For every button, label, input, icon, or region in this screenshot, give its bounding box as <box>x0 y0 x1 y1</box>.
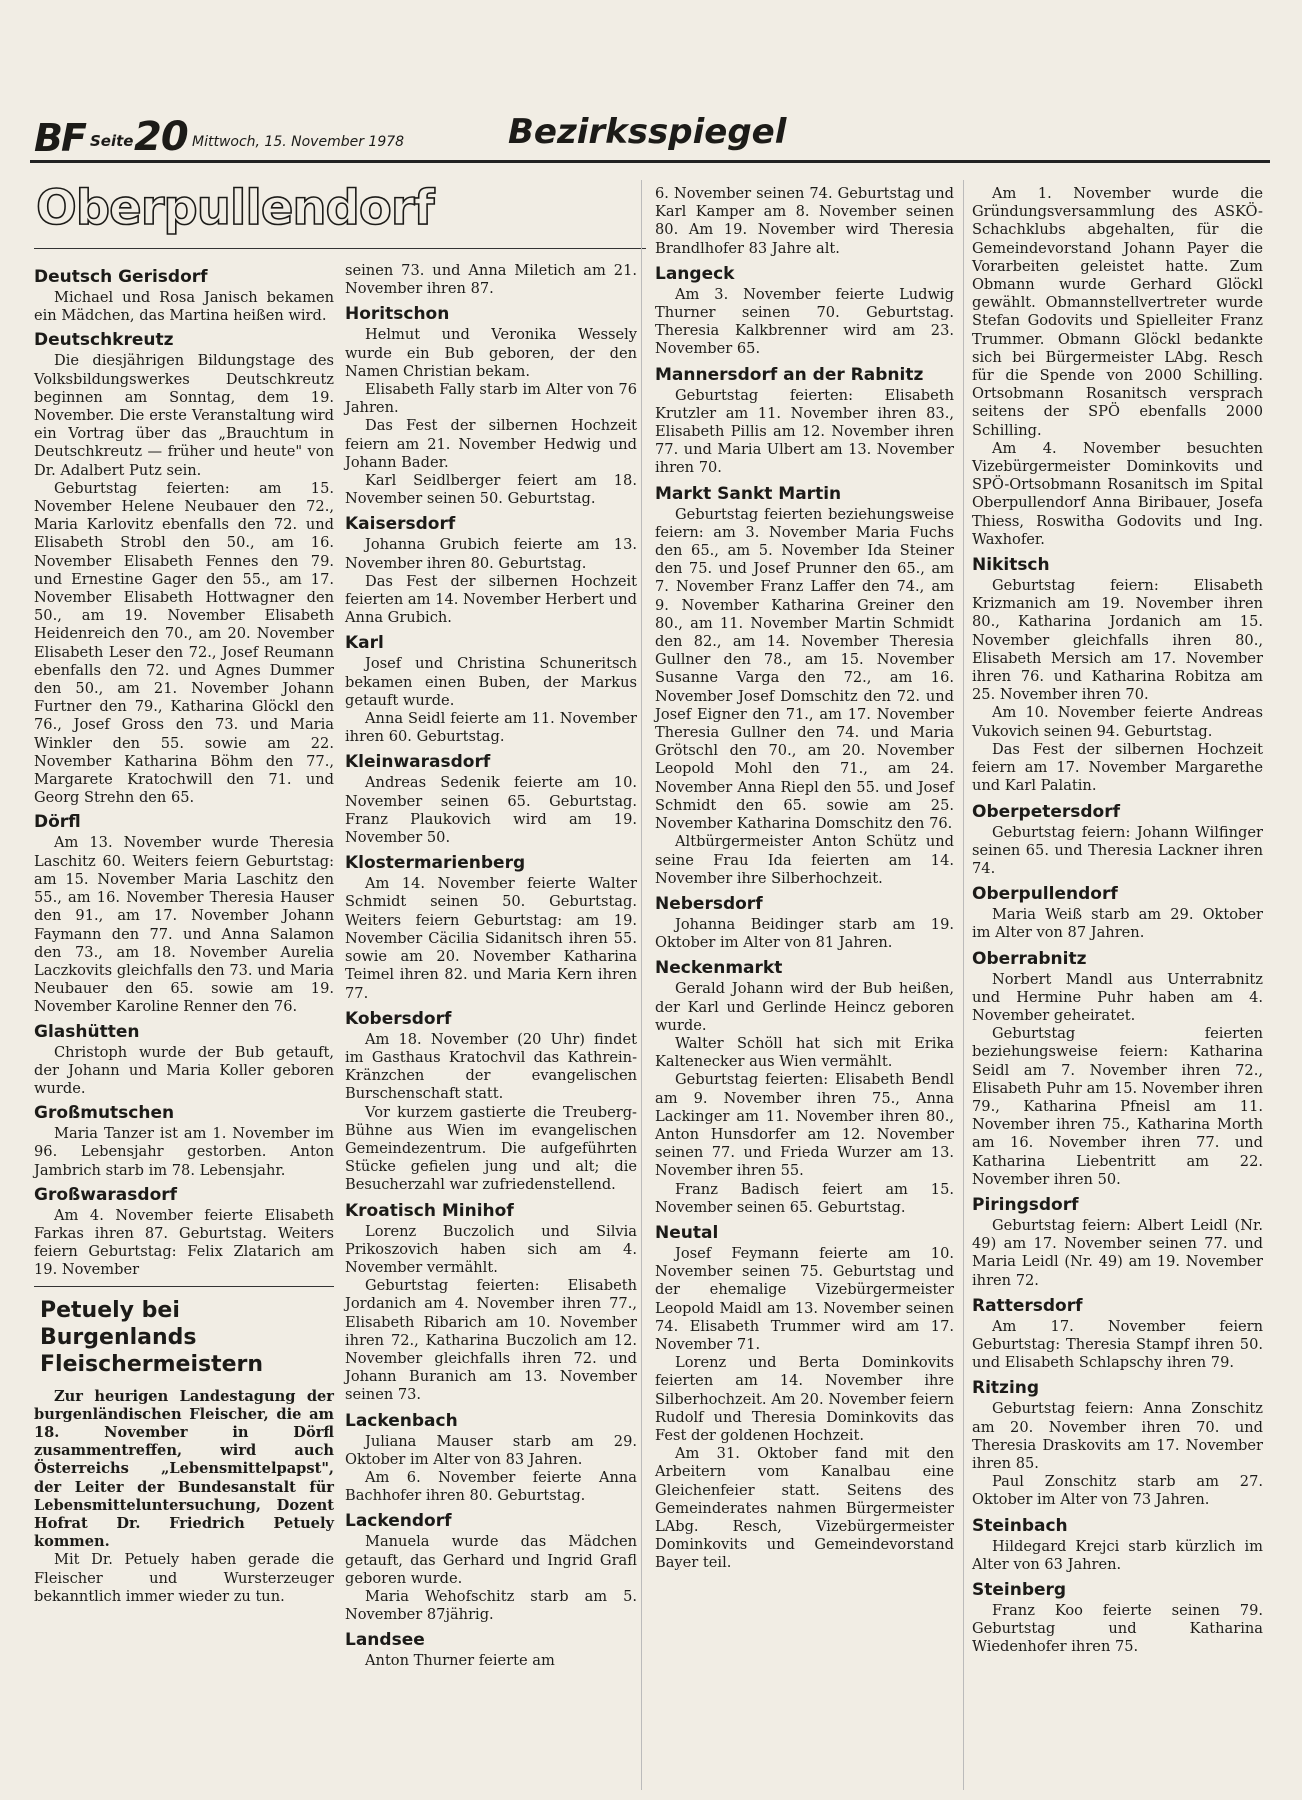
paragraph: Mit Dr. Petuely haben gerade die Fleischer und Wursterzeuger bekanntlich immer wieder zu tun. <box>34 1551 334 1605</box>
locality-heading: Langeck <box>655 263 735 284</box>
column-divider <box>963 180 964 1790</box>
paragraph: Geburtstag feierten beziehungsweise feiern: Katharina Seidl am 7. November ihren 72., Elisabeth Puhr am 15. November ihren 79., Katharina Pfneisl am 11. November ihren 75., Katharina Morth am 16. November ihren 77. und Katharina Liebentritt am 22. November ihren 50. <box>972 1025 1263 1188</box>
paragraph: Juliana Mauser starb am 29. Oktober im Alter von 83 Jahren. <box>345 1432 637 1468</box>
locality-heading: Klostermarienberg <box>345 853 526 874</box>
locality-heading: Großwarasdorf <box>34 1184 178 1205</box>
column-1 <box>34 262 334 1606</box>
locality-heading: Oberpetersdorf <box>972 801 1121 822</box>
locality-heading: Neutal <box>655 1222 719 1243</box>
locality-heading: Großmutschen <box>34 1103 175 1124</box>
paragraph: Karl Seidlberger feiert am 18. November seinen 50. Geburtstag. <box>345 472 637 508</box>
locality-heading: Oberrabnitz <box>972 948 1087 969</box>
paragraph: Josef Feymann feierte am 10. November seinen 75. Geburtstag und der ehemalige Vizebürgermeister Leopold Maidl am 13. November seinen 74. Elisabeth Trummer wird am 17. November 71. <box>655 1244 954 1353</box>
locality-heading: Rattersdorf <box>972 1295 1083 1316</box>
paragraph: Geburtstag feierten: Elisabeth Jordanich am 4. November ihren 77., Elisabeth Ribarich am 10. November ihren 72., Katharina Buczolich am 12. November gleichfalls ihren 72. und Johann Buranich am 13. November seinen 73. <box>345 1277 637 1404</box>
issue-date: Mittwoch, 15. November 1978 <box>192 134 405 150</box>
locality-heading: Kleinwarasdorf <box>345 752 491 773</box>
paragraph: Geburtstag feiern: Anna Zonschitz am 20. November ihren 70. und Theresia Draskovits am 17. November ihren 85. <box>972 1400 1263 1472</box>
paragraph: Christoph wurde der Bub getauft, der Johann und Maria Koller geboren wurde. <box>34 1043 334 1097</box>
locality-heading: Steinberg <box>972 1580 1067 1600</box>
locality-heading: Lackenbach <box>345 1410 458 1431</box>
header-rule <box>30 160 1270 163</box>
paragraph: Geburtstag feierten: am 15. November Helene Neubauer den 72., Maria Karlovitz ebenfalls den 72. und Elisabeth Strobl den 50., am 16. November Elisabeth Fennes den 79. und Ernestine Gager den 55., am 17. November Elisabeth Hottwagner den 50., am 19. November Elisabeth Heidenreich den 70., am 20. November Elisabeth Leser den 72., Josef Reumann ebenfalls den 72. und Agnes Dummer den 50., am 21. November Johann Furtner den 79., Katharina Glöckl den 76., Josef Gross den 73. und Maria Winkler den 55. sowie am 22. November Katharina Böhm den 77., Margarete Kratochwill den 71. und Georg Strehn den 65. <box>34 479 334 807</box>
paragraph: Das Fest der silbernen Hochzeit feierten am 14. November Herbert und Anna Grubich. <box>345 572 637 627</box>
paragraph: Walter Schöll hat sich mit Erika Kaltenecker aus Wien vermählt. <box>655 1034 954 1071</box>
paragraph: Die diesjährigen Bildungstage des Volksbildungswerkes Deutschkreutz beginnen am Sonntag, dem 19. November. Die erste Veranstaltung wird ein Vortrag über das „Brauchtum in Deutschkreutz — früher und heute" von Dr. Adalbert Putz sein. <box>34 352 334 479</box>
paragraph: Am 3. November feierte Ludwig Thurner seinen 70. Geburtstag. Theresia Kalkbrenner wird am 23. November 65. <box>655 285 954 358</box>
paragraph: Geburtstag feiern: Johann Wilfinger seinen 65. und Theresia Lackner ihren 74. <box>972 823 1263 877</box>
paragraph: Das Fest der silbernen Hochzeit feiern am 17. November Margarethe und Karl Palatin. <box>972 740 1263 795</box>
paragraph: Gerald Johann wird der Bub heißen, der Karl und Gerlinde Heincz geboren wurde. <box>655 980 954 1034</box>
paragraph: Elisabeth Fally starb im Alter von 76 Jahren. <box>345 381 637 417</box>
locality-heading: Kobersdorf <box>345 1008 452 1029</box>
page-number: 20 <box>134 114 188 160</box>
region-logo <box>36 180 434 246</box>
paragraph: Am 31. Oktober fand mit den Arbeitern vom Kanalbau eine Gleichenfeier statt. Seitens des Gemeinderates nahmen Bürgermeister LAbg. Resch, Vizebürgermeister Dominkovits und Gemeindevorstand Bayer teil. <box>655 1445 954 1572</box>
paragraph: Das Fest der silbernen Hochzeit feiern am 21. November Hedwig und Johann Bader. <box>345 417 637 471</box>
paragraph: Norbert Mandl aus Unterrabnitz und Hermine Puhr haben am 4. November geheiratet. <box>972 970 1263 1024</box>
paragraph: Vor kurzem gastierte die Treuberg-Bühne aus Wien im evangelischen Gemeindezentrum. Die aufgeführten Stücke gefielen jung und alt; die Besucherzahl war zufriedenstellend. <box>345 1103 637 1194</box>
column-2 <box>345 262 637 1671</box>
section-title: Bezirksspiegel <box>508 112 787 152</box>
paragraph: Am 10. November feierte Andreas Vukovich seinen 94. Geburtstag. <box>972 704 1263 740</box>
region-rule <box>34 248 646 249</box>
paragraph: Anna Seidl feierte am 11. November ihren 60. Geburtstag. <box>345 710 637 746</box>
paragraph: Geburtstag feiern: Albert Leidl (Nr. 49) am 17. November seinen 77. und Maria Leidl (Nr. 49) am 19. November ihren 72. <box>972 1216 1263 1289</box>
paragraph: Am 13. November wurde Theresia Laschitz 60. Weiters feiern Geburtstag: am 15. November Maria Laschitz den 55., am 16. November Theresia Hauser den 91., am 17. November Johann Faymann den 77. und Anna Salamon den 73., am 18. November Aurelia Laczkovits gleichfalls den 73. und Maria Neubauer den 65. sowie am 19. November Karoline Renner den 76. <box>34 834 334 1016</box>
article-headline: Petuely bei Burgenlands Fleischermeistern <box>40 1297 264 1377</box>
paragraph: Geburtstag feiern: Elisabeth Krizmanich am 19. November ihren 80., Katharina Jordanich am 15. November gleichfalls ihren 80., Elisabeth Mersich am 17. November ihren 76. und Katharina Robitza am 25. November ihren 70. <box>972 577 1263 704</box>
paragraph: Johanna Beidinger starb am 19. Oktober im Alter von 81 Jahren. <box>655 915 954 952</box>
locality-heading: Horitschon <box>345 304 450 325</box>
locality-heading: Lackendorf <box>345 1511 452 1532</box>
paragraph: Manuela wurde das Mädchen getauft, das Gerhard und Ingrid Grafl geboren wurde. <box>345 1533 637 1587</box>
paragraph: Am 17. November feiern Geburtstag: Theresia Stampf ihren 50. und Elisabeth Schlapschy ihren 79. <box>972 1317 1263 1372</box>
paragraph: Lorenz Buczolich und Silvia Prikoszovich haben sich am 4. November vermählt. <box>345 1222 637 1276</box>
locality-heading: Nebersdorf <box>655 893 763 914</box>
paragraph: Geburtstag feierten: Elisabeth Bendl am 9. November ihren 75., Anna Lackinger am 11. November ihren 80., Anton Hunsdorfer am 12. November seinen 77. und Frieda Wurzer am 13. November ihren 55. <box>655 1071 954 1180</box>
column-3 <box>655 185 954 1573</box>
page-label: Seite <box>90 132 134 150</box>
paragraph: 6. November seinen 74. Geburtstag und Karl Kamper am 8. November seinen 80. Am 19. November wird Theresia Brandlhofer 83 Jahre alt. <box>655 185 954 257</box>
paragraph: Maria Wehofschitz starb am 5. November 87jährig. <box>345 1587 637 1624</box>
locality-heading: Landsee <box>345 1630 425 1651</box>
paragraph: Josef und Christina Schuneritsch bekamen einen Buben, der Markus getauft wurde. <box>345 655 637 709</box>
locality-heading: Steinbach <box>972 1515 1068 1536</box>
locality-heading: Karl <box>345 633 384 654</box>
paragraph: seinen 73. und Anna Miletich am 21. November ihren 87. <box>345 262 637 298</box>
locality-heading: Deutsch Gerisdorf <box>34 267 208 287</box>
locality-heading: Dörfl <box>34 812 81 833</box>
locality-heading: Glashütten <box>34 1021 140 1042</box>
paragraph: Anton Thurner feierte am <box>365 1652 555 1670</box>
locality-heading: Neckenmarkt <box>655 958 783 979</box>
paragraph: Am 6. November feierte Anna Bachhofer ihren 80. Geburtstag. <box>345 1468 637 1505</box>
paragraph: Am 4. November besuchten Vizebürgermeister Dominkovits und SPÖ-Ortsobmann Rosanitsch im Spital Oberpullendorf Anna Biribauer, Josefa Thiess, Roswitha Godovits und Ing. Waxhofer. <box>972 439 1263 548</box>
paragraph: Hildegard Krejci starb kürzlich im Alter von 63 Jahren. <box>972 1537 1263 1573</box>
paragraph: Am 18. November (20 Uhr) findet im Gasthaus Kratochvil das Kathrein-Kränzchen der evangelischen Burschenschaft statt. <box>345 1030 637 1103</box>
column-4 <box>972 185 1263 1657</box>
paragraph: Altbürgermeister Anton Schütz und seine Frau Ida feierten am 14. November ihre Silberhochzeit. <box>655 833 954 887</box>
locality-heading: Kroatisch Minihof <box>345 1200 514 1221</box>
paragraph: Am 4. November feierte Elisabeth Farkas ihren 87. Geburtstag. Weiters feiern Geburtstag: Felix Zlatarich am 19. November <box>34 1206 334 1279</box>
paragraph: Am 1. November wurde die Gründungsversammlung des ASKÖ-Schachklubs abgehalten, für die Gemeindevorstand Johann Payer die Vorarbeiten geleistet hatte. Zum Obmann wurde Gerhard Glöckl gewählt. Obmannstellvertreter wurde Stefan Godovits und Spielleiter Franz Trummer. Obmann Glöckl bedankte sich bei Bürgermeister LAbg. Resch für die Spende von 2000 Schilling. Ortsobmann Rosanitsch versprach seitens der SPÖ ebenfalls 2000 Schilling. <box>972 185 1263 439</box>
paragraph: Paul Zonschitz starb am 27. Oktober im Alter von 73 Jahren. <box>972 1473 1263 1509</box>
paragraph: Franz Koo feierte seinen 79. Geburtstag und Katharina Wiedenhofer ihren 75. <box>972 1602 1263 1656</box>
locality-heading: Deutschkreutz <box>34 330 174 351</box>
paragraph: Geburtstag feierten beziehungsweise feiern: am 3. November Maria Fuchs den 65., am 5. November Ida Steiner den 75. und Josef Prunner den 65., am 7. November Franz Laffer den 74., am 9. November Katharina Greiner den 80., am 11. November Martin Schmidt den 82., am 14. November Theresia Gullner den 78., am 15. November Susanne Varga den 72., am 16. November Josef Domschitz den 72. und Josef Eigner den 71., am 17. November Theresia Gullner den 74. und Maria Grötschl den 70., am 20. November Leopold Mohl den 71., am 24. November Anna Riepl den 55. und Josef Schmidt den 65. sowie am 25. November Katharina Domschitz den 76. <box>655 505 954 833</box>
locality-heading: Kaisersdorf <box>345 514 456 535</box>
paragraph: Lorenz und Berta Dominkovits feierten am 14. November ihre Silberhochzeit. Am 20. November feiern Rudolf und Theresia Dominkovits das Fest der goldenen Hochzeit. <box>655 1354 954 1444</box>
column-divider <box>641 180 642 1790</box>
paragraph: Johanna Grubich feierte am 13. November ihren 80. Geburtstag. <box>345 536 637 572</box>
newspaper-logo: BF <box>34 116 85 160</box>
locality-heading: Ritzing <box>972 1378 1040 1399</box>
article-box <box>34 1286 334 1287</box>
region-title: Oberpullendorf <box>36 180 434 236</box>
locality-heading: Nikitsch <box>972 555 1050 576</box>
paragraph: Am 14. November feierte Walter Schmidt seinen 50. Geburtstag. Weiters feiern Geburtstag: am 19. November Cäcilia Sidanitsch ihren 55. sowie am 20. November Katharina Teimel ihren 82. und Maria Kern ihren 77. <box>345 875 637 1002</box>
masthead <box>34 110 1270 162</box>
paragraph: Zur heurigen Landestagung der burgenländischen Fleischer, die am 18. November in Dörfl zusammentreffen, wird auch Österreichs „Lebensmittelpapst", der Leiter der Bundesanstalt für Lebensmitteluntersuchung, Dozent Hofrat Dr. Friedrich Petuely kommen. <box>34 1387 334 1551</box>
locality-heading: Piringsdorf <box>972 1194 1079 1215</box>
paragraph: Andreas Sedenik feierte am 10. November seinen 65. Geburtstag. Franz Plaukovich wird am 19. November 50. <box>345 774 637 847</box>
paragraph: Maria Tanzer ist am 1. November im 96. Lebensjahr gestorben. Anton Jambrich starb im 78. Lebensjahr. <box>34 1125 334 1179</box>
locality-heading: Markt Sankt Martin <box>655 483 842 504</box>
locality-heading: Mannersdorf an der Rabnitz <box>655 364 924 385</box>
paragraph: Franz Badisch feiert am 15. November seinen 65. Geburtstag. <box>655 1180 954 1216</box>
paragraph: Geburtstag feierten: Elisabeth Krutzler am 11. November ihren 83., Elisabeth Pillis am 12. November ihren 77. und Maria Ulbert am 13. November ihren 70. <box>655 386 954 477</box>
paragraph: Helmut und Veronika Wessely wurde ein Bub geboren, der den Namen Christian bekam. <box>345 326 637 380</box>
paragraph: Maria Weiß starb am 29. Oktober im Alter von 87 Jahren. <box>972 906 1263 942</box>
locality-heading: Oberpullendorf <box>972 884 1118 905</box>
paragraph: Michael und Rosa Janisch bekamen ein Mädchen, das Martina heißen wird. <box>34 289 334 325</box>
